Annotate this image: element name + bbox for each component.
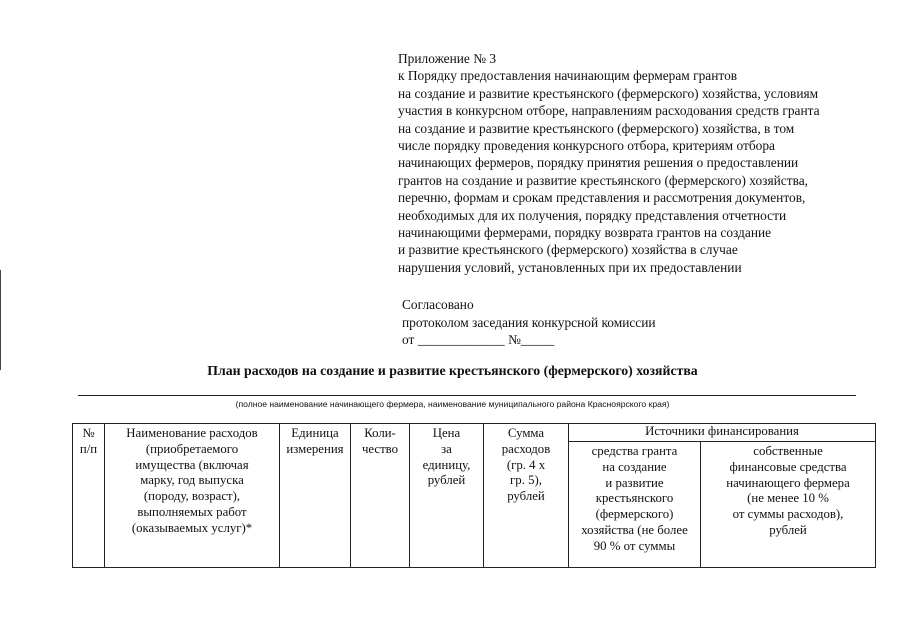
col-number-header: № п/п xyxy=(73,424,105,568)
col-unit-header: Единица измерения xyxy=(280,424,351,568)
expense-plan-table xyxy=(72,423,876,568)
appendix-line: числе порядку проведения конкурсного отбора, критериям отбора xyxy=(398,138,776,154)
approval-label: Согласовано xyxy=(402,297,474,312)
col-quantity-header: Коли- чество xyxy=(351,424,410,568)
appendix-line: начинающих фермеров, порядку принятия решения о предоставлении xyxy=(398,155,799,171)
col-price-header: Цена за единицу, рублей xyxy=(410,424,484,568)
appendix-line: необходимых для их получения, порядку представления отчетности xyxy=(398,207,787,223)
appendix-line: грантов на создание и развитие крестьянского (фермерского) хозяйства, xyxy=(398,172,809,188)
approval-block xyxy=(402,296,656,349)
document-title: План расходов на создание и развитие крестьянского (фермерского) хозяйства xyxy=(207,363,698,378)
appendix-line: на создание и развитие крестьянского (фермерского) хозяйства, в том xyxy=(398,120,795,136)
col-name-header: Наименование расходов (приобретаемого имущества (включая марку, год выпуска (породу, возраст), выполняемых работ (оказываемых услуг)* xyxy=(105,424,280,568)
appendix-line: перечню, формам и срокам представления и рассмотрения документов, xyxy=(398,190,806,206)
appendix-line: на создание и развитие крестьянского (фермерского) хозяйства, условиям xyxy=(398,85,819,101)
col-sum-header: Сумма расходов (гр. 4 х гр. 5), рублей xyxy=(484,424,569,568)
approval-date-number: от _____________ №_____ xyxy=(402,332,555,348)
col-own-funds-header: собственные финансовые средства начинающего фермера (не менее 10 % от суммы расходов), рублей xyxy=(701,442,876,568)
approval-protocol: протоколом заседания конкурсной комиссии xyxy=(402,314,656,330)
table-header-row xyxy=(73,424,876,442)
page-edge-mark xyxy=(0,270,1,370)
col-financing-header: Источники финансирования xyxy=(569,424,876,442)
col-grant-header: средства гранта на создание и развитие крестьянского (фермерского) хозяйства (не более 90 % от суммы xyxy=(569,442,701,568)
appendix-line: и развитие крестьянского (фермерского) хозяйства в случае xyxy=(398,242,738,258)
farmer-name-caption: (полное наименование начинающего фермера, наименование муниципального района Красноярского края) xyxy=(235,399,670,409)
appendix-line: участия в конкурсном отборе, направлениям расходования средств гранта xyxy=(398,103,820,119)
farmer-name-line xyxy=(78,395,856,396)
appendix-line: нарушения условий, установленных при их предоставлении xyxy=(398,259,742,275)
appendix-number: Приложение № 3 xyxy=(398,51,497,66)
appendix-line: начинающими фермерами, порядку возврата грантов на создание xyxy=(398,225,772,241)
appendix-line: к Порядку предоставления начинающим фермерам грантов xyxy=(398,68,738,84)
appendix-header xyxy=(398,50,893,276)
